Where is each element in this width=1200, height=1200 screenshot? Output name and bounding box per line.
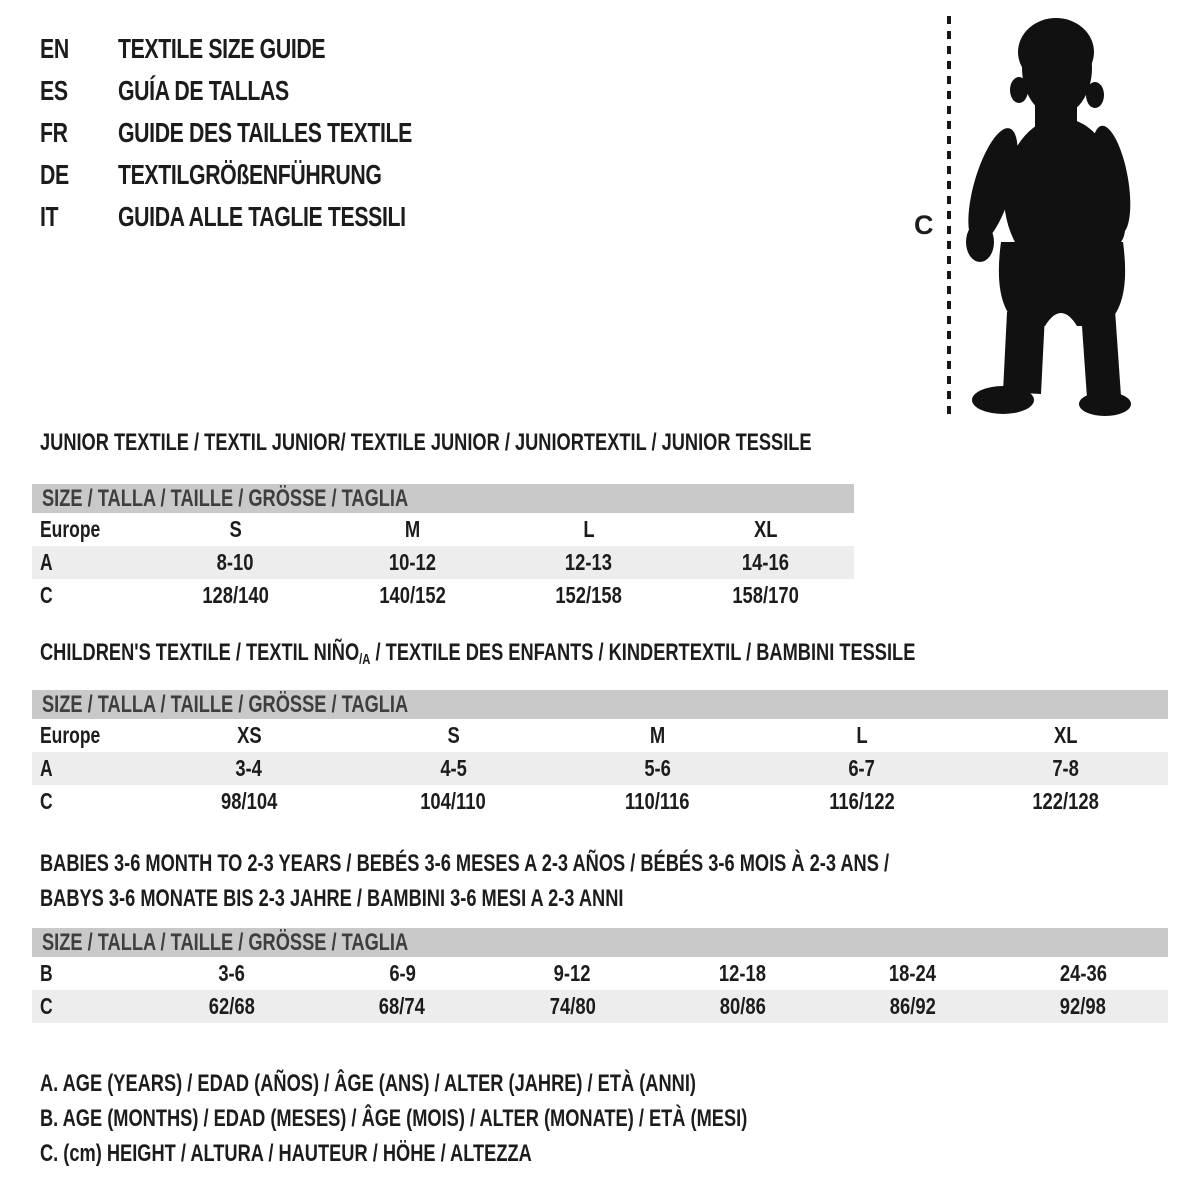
row-label-text: B: [40, 960, 53, 986]
table-row-height-cm: [32, 785, 1168, 818]
language-row-de: [40, 154, 505, 196]
row-label-cell: [32, 755, 147, 782]
cell-text: XS: [236, 722, 262, 748]
cell-text: 3-6: [218, 960, 246, 986]
cell-text: 158/170: [732, 582, 799, 608]
table-cell: [964, 722, 1168, 749]
language-title: TEXTILE SIZE GUIDE: [118, 33, 326, 64]
toddler-silhouette: [963, 14, 1138, 419]
cell-text: 80/86: [719, 993, 766, 1019]
cell-text: 10-12: [388, 549, 436, 575]
language-code: EN: [40, 33, 69, 64]
table-cell: [147, 993, 317, 1020]
row-label-cell: [32, 788, 147, 815]
table-cell: [677, 549, 854, 576]
cell-text: 7-8: [1052, 755, 1080, 781]
table-cell: [351, 722, 555, 749]
table-cell: [147, 722, 351, 749]
table-row-height-cm: [32, 579, 854, 612]
cell-text: 74/80: [549, 993, 596, 1019]
size-header-bar: [32, 484, 854, 513]
children-section-title-text: [40, 639, 915, 674]
table-cell: [501, 549, 678, 576]
junior-section-title-text: JUNIOR TEXTILE / TEXTIL JUNIOR/ TEXTILE JUNIOR / JUNIORTEXTIL / JUNIOR TESSILE: [40, 429, 812, 456]
cell-text: 110/116: [625, 788, 690, 814]
table-cell: [555, 788, 759, 815]
table-cell: [147, 960, 317, 987]
children-section-title: [40, 639, 1192, 674]
row-label-cell: [32, 722, 147, 749]
cell-text: 18-24: [889, 960, 937, 986]
junior-size-table: [32, 484, 854, 612]
cell-text: 62/68: [209, 993, 256, 1019]
cell-text: 116/122: [828, 788, 895, 814]
table-row-age-years: [32, 752, 1168, 785]
legend-line-b: [40, 1101, 971, 1136]
legend-text: C. (cm) HEIGHT / ALTURA / HAUTEUR / HÖHE / ALTEZZA: [40, 1139, 532, 1167]
table-row-age-months: [32, 957, 1168, 990]
table-cell: [147, 788, 351, 815]
language-row-it: [40, 196, 505, 238]
table-cell: [998, 960, 1168, 987]
title-part: / TEXTILE DES ENFANTS / KINDERTEXTIL / BAMBINI TESSILE: [370, 639, 916, 666]
table-cell: [658, 960, 828, 987]
table-cell: [760, 755, 964, 782]
height-measure-dashed-line: [947, 16, 951, 416]
table-cell: [147, 582, 324, 609]
cell-text: XL: [753, 516, 778, 542]
babies-title-line1: BABIES 3-6 MONTH TO 2-3 YEARS / BEBÉS 3-6 MESES A 2-3 AÑOS / BÉBÉS 3-6 MOIS À 2-3 ANS /: [40, 849, 890, 877]
cell-text: M: [404, 516, 420, 542]
language-code: IT: [40, 201, 59, 232]
row-label-text: C: [40, 993, 53, 1019]
cell-text: 86/92: [889, 993, 936, 1019]
language-title: GUÍA DE TALLAS: [118, 75, 289, 106]
table-cell: [317, 993, 487, 1020]
row-label-text: Europe: [40, 516, 101, 542]
legend-text: B. AGE (MONTHS) / EDAD (MESES) / ÂGE (MOIS) / ALTER (MONATE) / ETÀ (MESI): [40, 1104, 748, 1132]
size-header-bar: [32, 928, 1168, 957]
cell-text: XL: [1054, 722, 1078, 748]
table-row-age-years: [32, 546, 854, 579]
table-cell: [658, 993, 828, 1020]
language-row-fr: [40, 112, 505, 154]
row-label-text: C: [40, 788, 53, 814]
table-cell: [317, 960, 487, 987]
table-cell: [555, 755, 759, 782]
cell-text: 68/74: [379, 993, 426, 1019]
language-title-list: [40, 28, 505, 238]
cell-text: 12-13: [565, 549, 613, 575]
row-label-text: Europe: [40, 722, 101, 748]
table-cell: [964, 788, 1168, 815]
row-label-text: A: [40, 549, 53, 575]
cell-text: S: [229, 516, 242, 542]
cell-text: 104/110: [420, 788, 487, 814]
legend: [40, 1066, 971, 1171]
title-part: CHILDREN'S TEXTILE / TEXTIL NIÑO: [40, 639, 360, 666]
row-label-text: A: [40, 755, 53, 781]
cell-text: 92/98: [1059, 993, 1106, 1019]
table-cell: [501, 516, 678, 543]
legend-text: A. AGE (YEARS) / EDAD (AÑOS) / ÂGE (ANS) / ALTER (JAHRE) / ETÀ (ANNI): [40, 1069, 696, 1097]
row-label-cell: [32, 582, 147, 609]
table-cell: [147, 549, 324, 576]
table-cell: [351, 755, 555, 782]
size-header-text: SIZE / TALLA / TAILLE / GRÖSSE / TAGLIA: [42, 928, 409, 956]
table-cell: [998, 993, 1168, 1020]
cell-text: 24-36: [1059, 960, 1107, 986]
height-measure-label: C: [914, 210, 934, 240]
table-cell: [487, 993, 657, 1020]
row-label-text: C: [40, 582, 53, 608]
table-cell: [828, 960, 998, 987]
language-code: ES: [40, 75, 68, 106]
table-cell: [828, 993, 998, 1020]
cell-text: 6-7: [848, 755, 876, 781]
size-header-text: SIZE / TALLA / TAILLE / GRÖSSE / TAGLIA: [42, 484, 409, 512]
children-size-table: [32, 690, 1168, 818]
table-row-europe: [32, 719, 1168, 752]
language-row-es: [40, 70, 505, 112]
table-cell: [964, 755, 1168, 782]
cell-text: 6-9: [388, 960, 416, 986]
cell-text: 140/152: [378, 582, 446, 608]
cell-text: 9-12: [554, 960, 591, 986]
legend-line-a: [40, 1066, 971, 1101]
cell-text: 152/158: [555, 582, 623, 608]
legend-line-c: [40, 1136, 971, 1171]
table-cell: [487, 960, 657, 987]
cell-text: L: [583, 516, 595, 542]
cell-text: 122/128: [1032, 788, 1100, 814]
table-cell: [147, 755, 351, 782]
table-cell: [677, 582, 854, 609]
babies-size-table: [32, 928, 1168, 1023]
cell-text: 14-16: [742, 549, 790, 575]
cell-text: L: [856, 722, 868, 748]
babies-title-line2: BABYS 3-6 MONATE BIS 2-3 JAHRE / BAMBINI 3-6 MESI A 2-3 ANNI: [40, 884, 624, 912]
language-title: GUIDE DES TAILLES TEXTILE: [118, 117, 412, 148]
language-title: GUIDA ALLE TAGLIE TESSILI: [118, 201, 406, 232]
language-title: TEXTILGRÖßENFÜHRUNG: [118, 159, 382, 190]
cell-text: 4-5: [439, 755, 467, 781]
table-cell: [324, 516, 501, 543]
table-cell: [324, 582, 501, 609]
cell-text: 5-6: [644, 755, 671, 781]
cell-text: M: [649, 722, 666, 748]
cell-text: 3-4: [235, 755, 263, 781]
table-cell: [324, 549, 501, 576]
row-label-cell: [32, 993, 147, 1020]
cell-text: 98/104: [220, 788, 278, 814]
table-cell: [760, 722, 964, 749]
title-subscript: /A: [359, 652, 371, 669]
language-code: FR: [40, 117, 68, 148]
table-row-europe: [32, 513, 854, 546]
table-cell: [555, 722, 759, 749]
size-header-text: SIZE / TALLA / TAILLE / GRÖSSE / TAGLIA: [42, 690, 409, 718]
language-row-en: [40, 28, 505, 70]
row-label-cell: [32, 516, 147, 543]
cell-text: 12-18: [719, 960, 767, 986]
cell-text: S: [447, 722, 460, 748]
table-row-height-cm: [32, 990, 1168, 1023]
junior-section-title: [40, 429, 1055, 457]
table-cell: [351, 788, 555, 815]
table-cell: [147, 516, 324, 543]
table-cell: [677, 516, 854, 543]
table-cell: [501, 582, 678, 609]
row-label-cell: [32, 960, 147, 987]
row-label-cell: [32, 549, 147, 576]
language-code: DE: [40, 159, 69, 190]
size-header-bar: [32, 690, 1168, 719]
cell-text: 8-10: [216, 549, 254, 575]
table-cell: [760, 788, 964, 815]
babies-section-title: [40, 846, 1157, 916]
cell-text: 128/140: [202, 582, 269, 608]
